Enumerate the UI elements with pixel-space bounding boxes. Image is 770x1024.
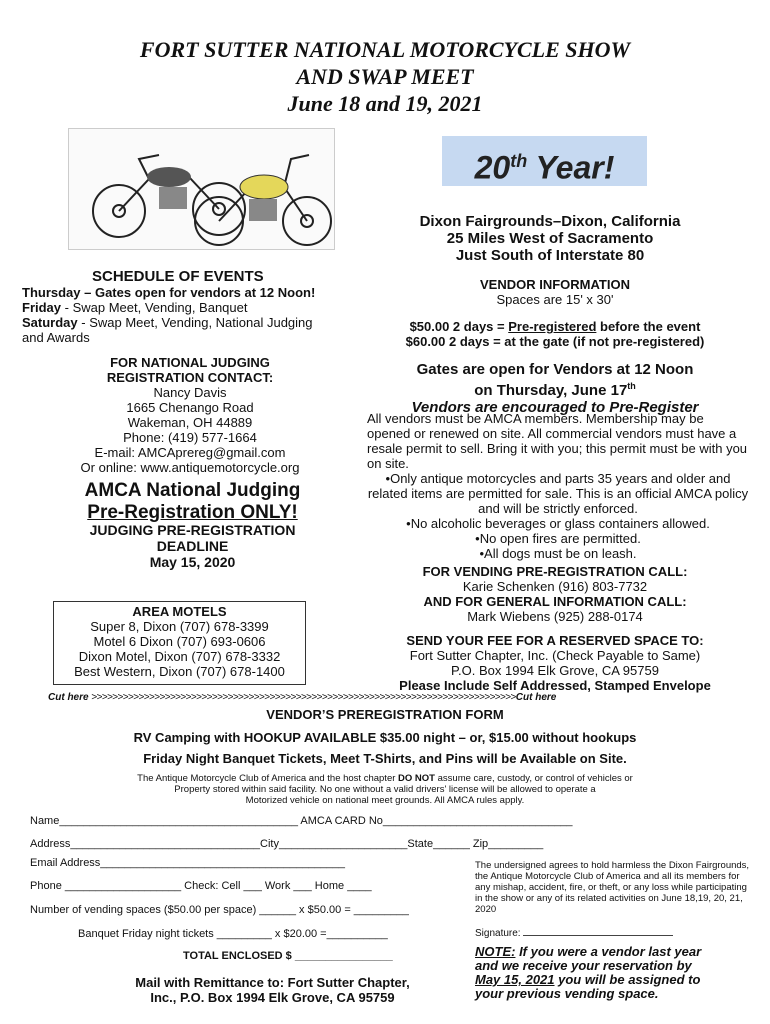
mail-remittance xyxy=(95,975,450,1005)
amca-line-1: AMCA National Judging xyxy=(84,480,301,501)
contact-calls xyxy=(380,564,730,624)
vendor-spaces: Spaces are 15' x 30' xyxy=(496,292,614,307)
deadline-line-2: DEADLINE xyxy=(156,538,229,554)
page-title: FORT SUTTER NATIONAL MOTORCYCLE SHOW xyxy=(139,37,631,62)
schedule-friday-day: Friday xyxy=(22,300,62,315)
disclaimer-line-2: Property stored within said facility. No one without a valid drivers' license will be allowed to operate a xyxy=(174,784,596,795)
schedule-thursday: Thursday – Gates open for vendors at 12 Noon! xyxy=(22,285,316,300)
judging-contact-phone: Phone: (419) 577-1664 xyxy=(123,430,257,445)
disclaimer xyxy=(60,773,710,806)
banquet-note: Friday Night Banquet Tickets, Meet T-Shirts, and Pins will be Available on Site. xyxy=(143,751,627,766)
deadline-date: May 15, 2020 xyxy=(149,554,236,570)
anniversary-suffix: th xyxy=(510,151,528,171)
page-subtitle: AND SWAP MEET xyxy=(296,64,474,89)
hold-harmless: The undersigned agrees to hold harmless the Dixon Fairgrounds, the Antique Motorcycle Club of America and all its members for any mishap, accident, fire, or theft, or any loss while participating in the show or any of its related activities on June 18,19, 20, 21, 2020 xyxy=(475,860,750,915)
price-preregistered-emph: Pre-registered xyxy=(508,319,597,334)
judging-contact-address-1: 1665 Chenango Road xyxy=(126,400,254,415)
cut-arrows: >>>>>>>>>>>>>>>>>>>>>>>>>>>>>>>>>>>>>>>>>>>>>>>>>>>>>>>>>>>>>>>>>>>>>>>>>>>>>>>>> xyxy=(91,692,516,703)
general-call-contact: Mark Wiebens (925) 288-0174 xyxy=(467,609,643,624)
judging-deadline xyxy=(40,522,345,570)
anniversary-number: 20 xyxy=(474,149,511,186)
gates-open xyxy=(380,361,730,416)
amca-judging xyxy=(40,480,345,524)
email-field[interactable]: Email Address________________________________________ xyxy=(30,857,346,869)
judging-contact-address-2: Wakeman, OH 44889 xyxy=(127,415,253,430)
anniversary-badge xyxy=(442,136,647,186)
motel-item: Dixon Motel, Dixon (707) 678-3332 xyxy=(78,649,281,664)
mail-line-1: Mail with Remittance to: Fort Sutter Chapter, xyxy=(135,975,410,990)
judging-contact-email: E-mail: AMCAprereg@gmail.com xyxy=(94,445,286,460)
anniversary-word: Year! xyxy=(535,149,615,186)
note-line-1: If you were a vendor last year xyxy=(515,944,702,959)
schedule xyxy=(22,285,367,345)
banquet-tickets-field[interactable]: Banquet Friday night tickets _________ x $20.00 =__________ xyxy=(78,928,388,940)
event-dates: June 18 and 19, 2021 xyxy=(287,91,483,116)
vendor-rules xyxy=(367,411,749,561)
vendor-rule: •No alcoholic beverages or glass containers allowed. xyxy=(406,516,710,531)
send-fee-address: P.O. Box 1994 Elk Grove, CA 95759 xyxy=(451,663,659,678)
schedule-saturday-text-2: and Awards xyxy=(22,330,90,345)
judging-contact-heading-1: FOR NATIONAL JUDGING xyxy=(110,355,270,370)
motel-item: Super 8, Dixon (707) 678-3399 xyxy=(90,619,269,634)
schedule-heading: SCHEDULE OF EVENTS xyxy=(92,268,264,285)
cut-here-right: Cut here xyxy=(515,692,557,703)
judging-contact-heading-2: REGISTRATION CONTACT: xyxy=(106,370,274,385)
schedule-friday-text: - Swap Meet, Vending, Banquet xyxy=(61,300,248,315)
send-fee-envelope: Please Include Self Addressed, Stamped Envelope xyxy=(399,678,711,693)
note-line-2: and we receive your reservation by xyxy=(475,958,692,973)
motel-item: Best Western, Dixon (707) 678-1400 xyxy=(74,664,285,679)
location-line-1: Dixon Fairgrounds–Dixon, California xyxy=(419,213,681,230)
cut-here-left: Cut here xyxy=(48,692,89,703)
note-label: NOTE: xyxy=(475,944,516,959)
send-fee-heading: SEND YOUR FEE FOR A RESERVED SPACE TO: xyxy=(406,633,704,648)
cut-line xyxy=(48,692,723,704)
vendor-rule: •Only antique motorcycles and parts 35 years and older and related items are permitted for sale. This is an official AMCA policy and will be strictly enforced. xyxy=(367,471,749,516)
vending-spaces-field[interactable]: Number of vending spaces ($50.00 per space) ______ x $50.00 = _________ xyxy=(30,904,409,916)
rv-camping: RV Camping with HOOKUP AVAILABLE $35.00 night – or, $15.00 without hookups xyxy=(133,730,637,745)
disclaimer-emph: DO NOT xyxy=(398,773,435,784)
total-enclosed-field[interactable]: TOTAL ENCLOSED $ ________________ xyxy=(183,950,393,962)
vendor-note xyxy=(475,945,755,1001)
send-fee-payee: Fort Sutter Chapter, Inc. (Check Payable to Same) xyxy=(409,648,701,663)
vendor-rule: •All dogs must be on leash. xyxy=(479,546,637,561)
judging-contact-name: Nancy Davis xyxy=(153,385,227,400)
vendor-rule: •No open fires are permitted. xyxy=(475,531,641,546)
note-line-3: you will be assigned to xyxy=(554,972,701,987)
location xyxy=(390,213,710,264)
deadline-line-1: JUDGING PRE-REGISTRATION xyxy=(89,522,296,538)
location-line-3: Just South of Interstate 80 xyxy=(455,247,645,264)
vendor-heading: VENDOR INFORMATION xyxy=(480,277,630,292)
gates-line-1: Gates are open for Vendors at 12 Noon xyxy=(416,361,694,378)
location-line-2: 25 Miles West of Sacramento xyxy=(446,230,654,247)
note-line-4: your previous vending space. xyxy=(475,986,659,1001)
vendor-encouraged: Vendors are encouraged to Pre-Register xyxy=(411,399,699,416)
motorcycle-illustration xyxy=(68,128,335,250)
signature-label: Signature: xyxy=(475,928,524,939)
address-field[interactable]: Address_______________________________City_____________________State______ Zip_________ xyxy=(30,838,544,850)
vendor-rules-paragraph: All vendors must be AMCA members. Membership may be opened or renewed on site. All commercial vendors must have a resale permit to sell. Bring it with you; this permit must be with you on site. xyxy=(367,411,748,471)
phone-field[interactable]: Phone ___________________ Check: Cell ___ Work ___ Home ____ xyxy=(30,880,372,892)
schedule-saturday-day: Saturday xyxy=(22,315,78,330)
disclaimer-line-3: Motorized vehicle on national meet grounds. All AMCA rules apply. xyxy=(245,795,525,806)
disclaimer-a: The Antique Motorcycle Club of America and the host chapter xyxy=(137,773,399,784)
motels-heading: AREA MOTELS xyxy=(132,604,227,619)
note-date: May 15, 2021 xyxy=(475,972,555,987)
area-motels-box xyxy=(53,601,306,685)
vendor-info xyxy=(375,277,735,349)
vending-call-contact: Karie Schenken (916) 803-7732 xyxy=(462,579,648,594)
signature-line[interactable] xyxy=(523,925,673,936)
price-gate: $60.00 2 days = at the gate (if not pre-registered) xyxy=(405,334,705,349)
schedule-saturday-text: - Swap Meet, Vending, National Judging xyxy=(77,315,313,330)
mail-line-2: Inc., P.O. Box 1994 Elk Grove, CA 95759 xyxy=(150,990,395,1005)
judging-contact xyxy=(40,355,340,475)
send-fee xyxy=(370,633,740,693)
amca-line-2: Pre-Registration ONLY! xyxy=(87,502,298,523)
vending-call-heading: FOR VENDING PRE-REGISTRATION CALL: xyxy=(422,564,688,579)
price-preregistered-rest: before the event xyxy=(596,319,701,334)
form-title: VENDOR’S PREREGISTRATION FORM xyxy=(266,707,504,722)
judging-contact-website: Or online: www.antiquemotorcycle.org xyxy=(80,460,300,475)
signature-field[interactable] xyxy=(475,925,673,939)
gates-line-2-suffix: th xyxy=(627,381,636,391)
disclaimer-c: assume care, custody, or control of vehicles or xyxy=(435,773,633,784)
motel-item: Motel 6 Dixon (707) 693-0606 xyxy=(93,634,266,649)
general-call-heading: AND FOR GENERAL INFORMATION CALL: xyxy=(423,594,687,609)
price-preregistered-label: $50.00 2 days = xyxy=(409,319,509,334)
name-field[interactable]: Name_______________________________________ AMCA CARD No_______________________________ xyxy=(30,815,573,827)
gates-line-2: on Thursday, June 17 xyxy=(474,382,628,399)
